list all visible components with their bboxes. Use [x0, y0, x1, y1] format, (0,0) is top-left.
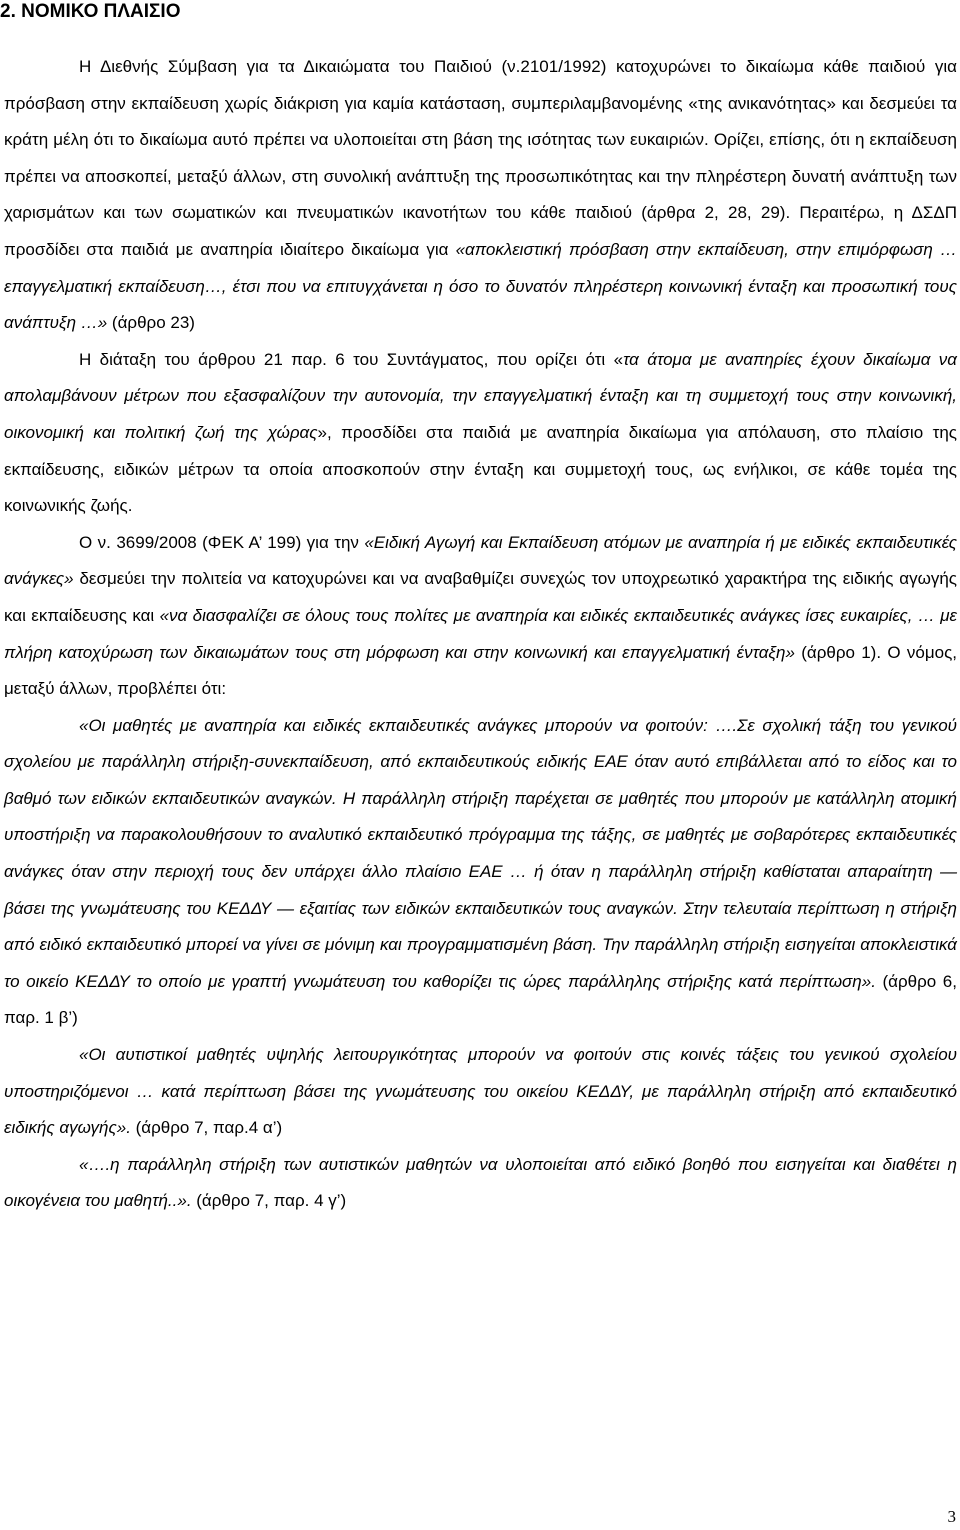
- text-run: (άρθρο 23): [107, 313, 195, 333]
- quote-run: «Οι αυτιστικοί μαθητές υψηλής λειτουργικότητας μπορούν να φοιτούν στις κοινές τάξεις του γενικού σχολείου υποστηριζόμενοι … κατά περίπτωση βάσει της γνωμάτευσης του οικείου ΚΕΔΔΥ, με παράλληλη στήριξη από εκπαιδευτικό ειδικής αγωγής».: [4, 1045, 957, 1138]
- text-run: (άρθρο 1). Ο νόμος, μεταξύ άλλων, προβλέπει ότι:: [4, 642, 957, 699]
- paragraph-article-7-c: [4, 1147, 957, 1220]
- quote-run: «….η παράλληλη στήριξη των αυτιστικών μαθητών να υλοποιείται από ειδικό βοηθό που εισηγείται και διαθέτει η οικογένεια του μαθητή..».: [4, 1154, 957, 1211]
- text-run: Η Διεθνής Σύμβαση για τα Δικαιώματα του Παιδιού (ν.2101/1992) κατοχυρώνει το δικαίωμα κάθε παιδιού για πρόσβαση στην εκπαίδευση χωρίς διάκριση για καμία κατάσταση, συμπεριλαμβανομένης «της ανικανότητας» και δεσμεύει τα κράτη μέλη ότι το δικαίωμα αυτό πρέπει να υλοποιείται στη βάση της ισότητας των ευκαιριών. Ορίζει, επίσης, ότι η εκπαίδευση πρέπει να αποσκοπεί, μεταξύ άλλων, στη συνολική ανάπτυξη της προσωπικότητας και την πληρέστερη δυνατή ανάπτυξη των χαρισμάτων και των σωματικών και πνευματικών ικανοτήτων του κάθε παιδιού (άρθρα 2, 28, 29). Περαιτέρω, η ΔΣΔΠ προσδίδει στα παιδιά με αναπηρία ιδιαίτερο δικαίωμα για: [4, 57, 957, 259]
- quote-run: τα άτομα με αναπηρίες έχουν δικαίωμα να απολαμβάνουν μέτρων που εξασφαλίζουν την αυτονομία, την επαγγελματική ένταξη και τη συμμετοχή τους στην κοινωνική, οικονομική και πολιτική ζωή της χώρας: [4, 349, 957, 442]
- quote-run: «Ειδική Αγωγή και Εκπαίδευση ατόμων με αναπηρία ή με ειδικές εκπαιδευτικές ανάγκες»: [4, 532, 957, 589]
- quote-run: «αποκλειστική πρόσβαση στην εκπαίδευση, στην επιμόρφωση … επαγγελματική εκπαίδευση…, έτσι που να επιτυγχάνεται η όσο το δυνατόν πληρέστερη κοινωνική ένταξη και προσωπική τους ανάπτυξη …»: [4, 239, 957, 333]
- paragraph-crc: [4, 49, 957, 342]
- quote-run: «Οι μαθητές με αναπηρία και ειδικές εκπαιδευτικές ανάγκες μπορούν να φοιτούν: ….Σε σχολική τάξη του γενικού σχολείου με παράλληλη στήριξη-συνεκπαίδευση, από εκπαιδευτικούς ειδικής ΕΑΕ όταν αυτό επιβάλλεται από το είδος και το βαθμό των ειδικών εκπαιδευτικών αναγκών. Η παράλληλη στήριξη παρέχεται σε μαθητές που μπορούν με κατάλληλη ατομική υποστήριξη να παρακολουθήσουν το αναλυτικό εκπαιδευτικό πρόγραμμα της τάξης, σε μαθητές με σοβαρότερες εκπαιδευτικές ανάγκες όταν στην περιοχή τους δεν υπάρχει άλλο πλαίσιο ΕΑΕ … ή όταν η παράλληλη στήριξη καθίσταται απαραίτητη ― βάσει της γνωμάτευσης του ΚΕΔΔΥ ― εξαιτίας των ειδικών εκπαιδευτικών τους αναγκών. Στην τελευταία περίπτωση η στήριξη από ειδικό εκπαιδευτικό μπορεί να γίνει σε μόνιμη και προγραμματισμένη βάση. Την παράλληλη στήριξη εισηγείται αποκλειστικά το οικείο ΚΕΔΔΥ το οποίο με γραπτή γνωμάτευση του καθορίζει τις ώρες παράλληλης στήριξης κατά περίπτωση».: [4, 715, 957, 991]
- paragraph-article-7-a: [4, 1037, 957, 1147]
- text-run: (άρθρο 7, παρ.4 α’): [130, 1118, 283, 1138]
- text-run: », προσδίδει στα παιδιά με αναπηρία δικαίωμα για απόλαυση, στο πλαίσιο της εκπαίδευσης, ειδικών μέτρων τα οποία αποσκοπούν στην ένταξη και συμμετοχή τους, ως ενήλικοι, σε κάθε τομέα της κοινωνικής ζωής.: [4, 422, 957, 516]
- paragraph-law-3699: [4, 525, 957, 708]
- section-heading: 2. ΝΟΜΙΚΟ ΠΛΑΙΣΙΟ: [0, 1, 181, 22]
- quote-run: «να διασφαλίζει σε όλους τους πολίτες με αναπηρία και ειδικές εκπαιδευτικές ανάγκες ίσες ευκαιρίες, … με πλήρη κατοχύρωση των δικαιωμάτων τους στη μόρφωση και στην κοινωνική και επαγγελματική ένταξη»: [4, 605, 957, 662]
- text-run: (άρθρο 7, παρ. 4 γ’): [191, 1191, 347, 1211]
- text-run: Ο ν. 3699/2008 (ΦΕΚ Α’ 199) για την: [79, 532, 365, 552]
- text-run: δεσμεύει την πολιτεία να κατοχυρώνει και να αναβαθμίζει συνεχώς τον υποχρεωτικό χαρακτήρα της ειδικής αγωγής και εκπαίδευσης και: [4, 569, 957, 625]
- text-run: Η διάταξη του άρθρου 21 παρ. 6 του Συντάγματος, που ορίζει ότι «: [79, 349, 624, 369]
- page-number: 3: [947, 1507, 956, 1526]
- paragraph-constitution: [4, 342, 957, 525]
- text-run: (άρθρο 6, παρ. 1 β’): [4, 971, 957, 1028]
- paragraph-article-6: [4, 708, 957, 1037]
- document-body: [4, 49, 957, 1220]
